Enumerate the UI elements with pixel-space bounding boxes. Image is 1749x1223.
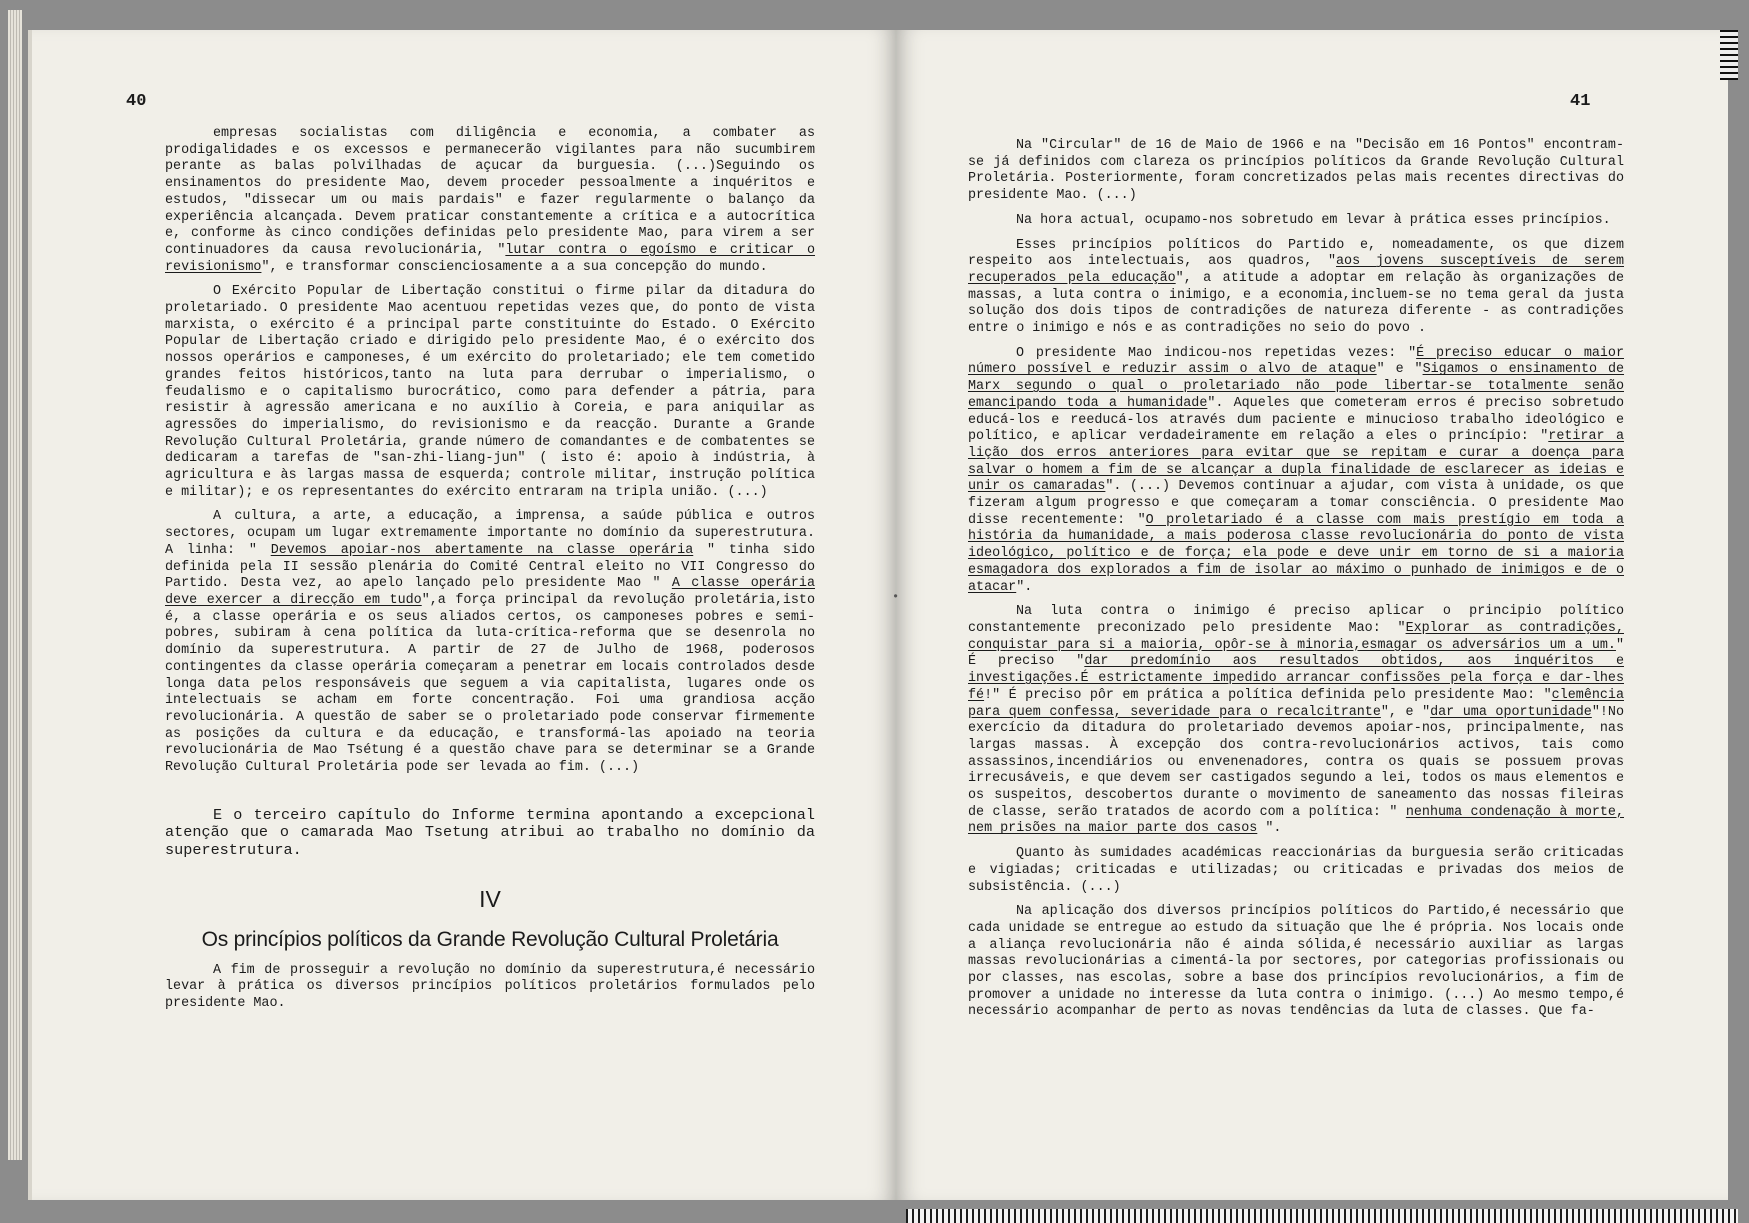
section-number: IV <box>479 886 501 913</box>
closing-paragraph: E o terceiro capítulo do Informe termina apontando a excepcional atenção que o camarada Mao Tsetung atribui ao trabalho no domínio da superestrutura. <box>165 805 815 859</box>
underlined-quote: dar predomínio aos resultados obtidos, aos inquéritos e investigações.É estrictamente impedido arrancar confissões pela força e dar-lhes fé <box>968 654 1624 703</box>
right-paragraphs <box>968 138 1624 1021</box>
paragraph: A cultura, a arte, a educação, a imprensa, a saúde pública e outros sectores, ocupam um lugar extremamente importante no domínio da superestrutura. A linha: " Devemos apoiar-nos abertamente na classe operária " tinha sido definida pela II sessão plenária do Comité Central eleito no VII Congresso do Partido. Desta vez, ao apelo lançado pelo presidente Mao " A classe operária deve exercer a direcção em tudo",a força principal da revolução proletária,isto é, a classe operária e os seus aliados certos, os camponeses pobres e semi-pobres, subiram à cena política da luta-crítica-reforma que se desenrola no domínio da superestrutura. A partir de 27 de Julho de 1968, poderosos contingentes da classe operária começaram a penetrar em locais controlados desde longa data pelos responsáveis que seguem a via capitalista, lugares onde os intelectuais se acham em forte concentração. Foi uma grandiosa acção revolucionária. A questão de saber se o proletariado pode conservar firmemente as posições da cultura e da educação, e transformá-las apoiado na teoria revolucionária de Mao Tsétung é a questão chave para se determinar se a Grande Revolução Cultural Proletária pode ser levada ao fim. (...) <box>165 509 816 776</box>
left-page-text <box>165 126 815 1021</box>
underlined-quote: O proletariado é a classe com mais prestígio em toda a história da humanidade, a mais poderosa classe revolucionária do ponto de vista ideológico, político e de força; ela pode e deve unir em torno de si a maioria esmagadora dos explorados a fim de isolar ao máximo o punhado de inimigos e de o atacar <box>968 512 1624 595</box>
underlined-quote: Explorar as contradições, conquistar para si a maioria, opôr-se à minoria,esmagar os adversários um a um. <box>968 620 1624 653</box>
gutter-mark: • <box>892 590 900 604</box>
paragraph: Quanto às sumidades académicas reaccionárias da burguesia serão criticadas e vigiadas; criticadas e utilizadas; ou criticadas e privadas dos meios de subsistência. (...) <box>968 846 1624 895</box>
paragraph: O presidente Mao indicou-nos repetidas vezes: "É preciso educar o maior número possível e reduzir assim o alvo de ataque" e "Sigamos o ensinamento de Marx segundo o qual o proletariado não pode libertar-se totalmente senão emancipando toda a humanidade". Aqueles que cometeram erros é preciso sobretudo educá-los e reeducá-los através dum paciente e minucioso trabalho ideológico e político, e aplicar verdadeiramente em relação a eles o princípio: "retirar a lição dos erros anteriores para evitar que se repitam e curar a doença para salvar o homem a fim de se alcançar a dupla finalidade de esclarecer as ideias e unir os camaradas". (...) Devemos continuar a ajudar, com vista à unidade, os que fizeram algum progresso e que começaram a tomar consciência. O presidente Mao disse recentemente: "O proletariado é a classe com mais prestígio em toda a história da humanidade, a mais poderosa classe revolucionária do ponto de vista ideológico, político e de força; ela pode e deve unir em torno de si a maioria esmagadora dos explorados a fim de isolar ao máximo o punhado de inimigos e de o atacar". <box>968 345 1625 595</box>
paragraph: O Exército Popular de Libertação constitui o firme pilar da ditadura do proletariado. O presidente Mao acentuou repetidas vezes que, do ponto de vista marxista, o exército é a principal parte constituinte do Estado. O Exército Popular de Libertação criado e dirigido pelo presidente Mao, é o exército dos nossos operários e camponeses, é um exército do proletariado; ele tem cometido grandes feitos históricos,tanto na luta para derrubar o imperialismo, o feudalismo e o capitalismo burocrático, como para defender a pátria, para resistir à agressão americana e no auxílio à Coreia, e para aniquilar as agressões do imperialismo, do revisionismo e da reacção. Durante a Grande Revolução Cultural Proletária, grande número de comandantes e de combatentes se dedicaram a tarefas de "san-zhi-liang-jun" ( isto é: apoio à indústria, à agricultura e às largas massa de esquerda; controle militar, instrução política e militar); e os representantes do exército entraram na tripla união. (...) <box>165 284 815 500</box>
left-paragraphs <box>165 126 815 777</box>
underlined-quote: nenhuma condenação à morte, nem prisões na maior parte dos casos <box>968 804 1624 837</box>
underlined-quote: aos jovens susceptíveis de serem recuperados pela educação <box>968 254 1624 286</box>
scale-ruler <box>1720 30 1738 80</box>
underlined-quote: retirar a lição dos erros anteriores para evitar que se repitam e curar a doença para salvar o homem a fim de se alcançar a dupla finalidade de esclarecer as ideias e unir os camaradas <box>968 429 1624 495</box>
underlined-quote: A classe operária deve exercer a direcção em tudo <box>165 576 815 608</box>
section-title: Os princípios políticos da Grande Revolução Cultural Proletária <box>201 927 779 951</box>
underlined-quote: Devemos apoiar-nos abertamente na classe operária <box>270 542 694 558</box>
left-page-number: 40 <box>126 92 147 111</box>
scan-color-bar <box>906 1209 1738 1223</box>
paragraph: Esses princípios políticos do Partido e, nomeadamente, os que dizem respeito aos intelectuais, aos quadros, "aos jovens susceptíveis de serem recuperados pela educação", a atitude a adoptar em relação às organizações de massas, a luta contra o inimigo, e a economia,incluem-se no tema geral da justa solução dos dois tipos de contradições de natureza diferente - as contradições entre o inimigo e nós e as contradições no seio do povo . <box>968 237 1624 337</box>
right-page-number: 41 <box>1570 92 1591 111</box>
underlined-quote: clemência para quem confessa, severidade para o recalcitrante <box>968 687 1624 720</box>
underlined-quote: lutar contra o egoísmo e criticar o revisionismo <box>165 242 815 275</box>
paragraph: Na hora actual, ocupamo-nos sobretudo em levar à prática esses princípios. <box>1016 212 1611 228</box>
paragraph: empresas socialistas com diligência e economia, a combater as prodigalidades e os excessos e permanecerão vigilantes para não sucumbirem perante as balas polvilhadas de açucar da burguesia. (...)Seguindo os ensinamentos do presidente Mao, devem proceder pessoalmente a inquéritos e estudos, "dissecar um ou mais pardais" e fazer regularmente o balanço da experiência alcançada. Devem praticar constantemente a crítica e a autocrítica e, conforme às cinco condições definidas pelo presidente Mao, para virem a ser continuadores da causa revolucionária, "lutar contra o egoísmo e criticar o revisionismo", e transformar conscienciosamente a a sua concepção do mundo. <box>165 126 815 275</box>
underlined-quote: dar uma oportunidade <box>1430 704 1592 720</box>
page-edge-stack <box>8 10 22 1160</box>
paragraph: Na aplicação dos diversos princípios políticos do Partido,é necessário que cada unidade se entregue ao estudo da situação que lhe é própria. Nos locais onde a aliança revolucionária não é ainda sólida,é necessário auxiliar as largas massas revolucionárias a cimentá-la por sectores, por categorias profissionais ou por classes, nas escolas, sobre a base dos princípios revolucionários, a fim de promover a unidade no interesse da luta contra o inimigo. (...) Ao mesmo tempo,é necessário acompanhar de perto as novas tendências da luta de classes. Que fa- <box>968 904 1624 1020</box>
section-intro: A fim de prosseguir a revolução no domínio da superestrutura,é necessário levar à prática os diversos princípios políticos proletários formulados pelo presidente Mao. <box>165 962 815 1012</box>
paragraph: Na "Circular" de 16 de Maio de 1966 e na "Decisão em 16 Pontos" encontram-se já definidos com clareza os princípios políticos da Grande Revolução Cultural Proletária. Posteriormente, foram concretizados pelas mais recentes directivas do presidente Mao. (...) <box>968 138 1624 204</box>
underlined-quote: É preciso educar o maior número possível e reduzir assim o alvo de ataque <box>968 345 1624 378</box>
underlined-quote: Sigamos o ensinamento de Marx segundo o qual o proletariado não pode libertar-se totalmente senão emancipando toda a humanidade <box>968 362 1625 411</box>
paragraph: Na luta contra o inimigo é preciso aplicar o principio político constantemente preconizado pelo presidente Mao: "Explorar as contradições, conquistar para si a maioria, opôr-se à minoria,esmagar os adversários um a um." É preciso "dar predomínio aos resultados obtidos, aos inquéritos e investigações.É estrictamente impedido arrancar confissões pela força e dar-lhes fé!" É preciso pôr em prática a política definida pelo presidente Mao: "clemência para quem confessa, severidade para o recalcitrante", e "dar uma oportunidade"!No exercício da ditadura do proletariado devemos apoiar-nos, principalmente, nas largas massas. À excepção dos contra-revolucionários activos, tais como assassinos,incendiários ou envenenadores, contra os quais se possuem provas irrecusáveis, e que devem ser castigados segundo a lei, todos os maus elementos e os suspeitos, descobertos durante o movimento de saneamento das nossas fileiras de classe, serão tratados de acordo com a política: " nenhuma condenação à morte, nem prisões na maior parte dos casos ". <box>968 604 1624 837</box>
right-page-text <box>968 138 1624 1029</box>
